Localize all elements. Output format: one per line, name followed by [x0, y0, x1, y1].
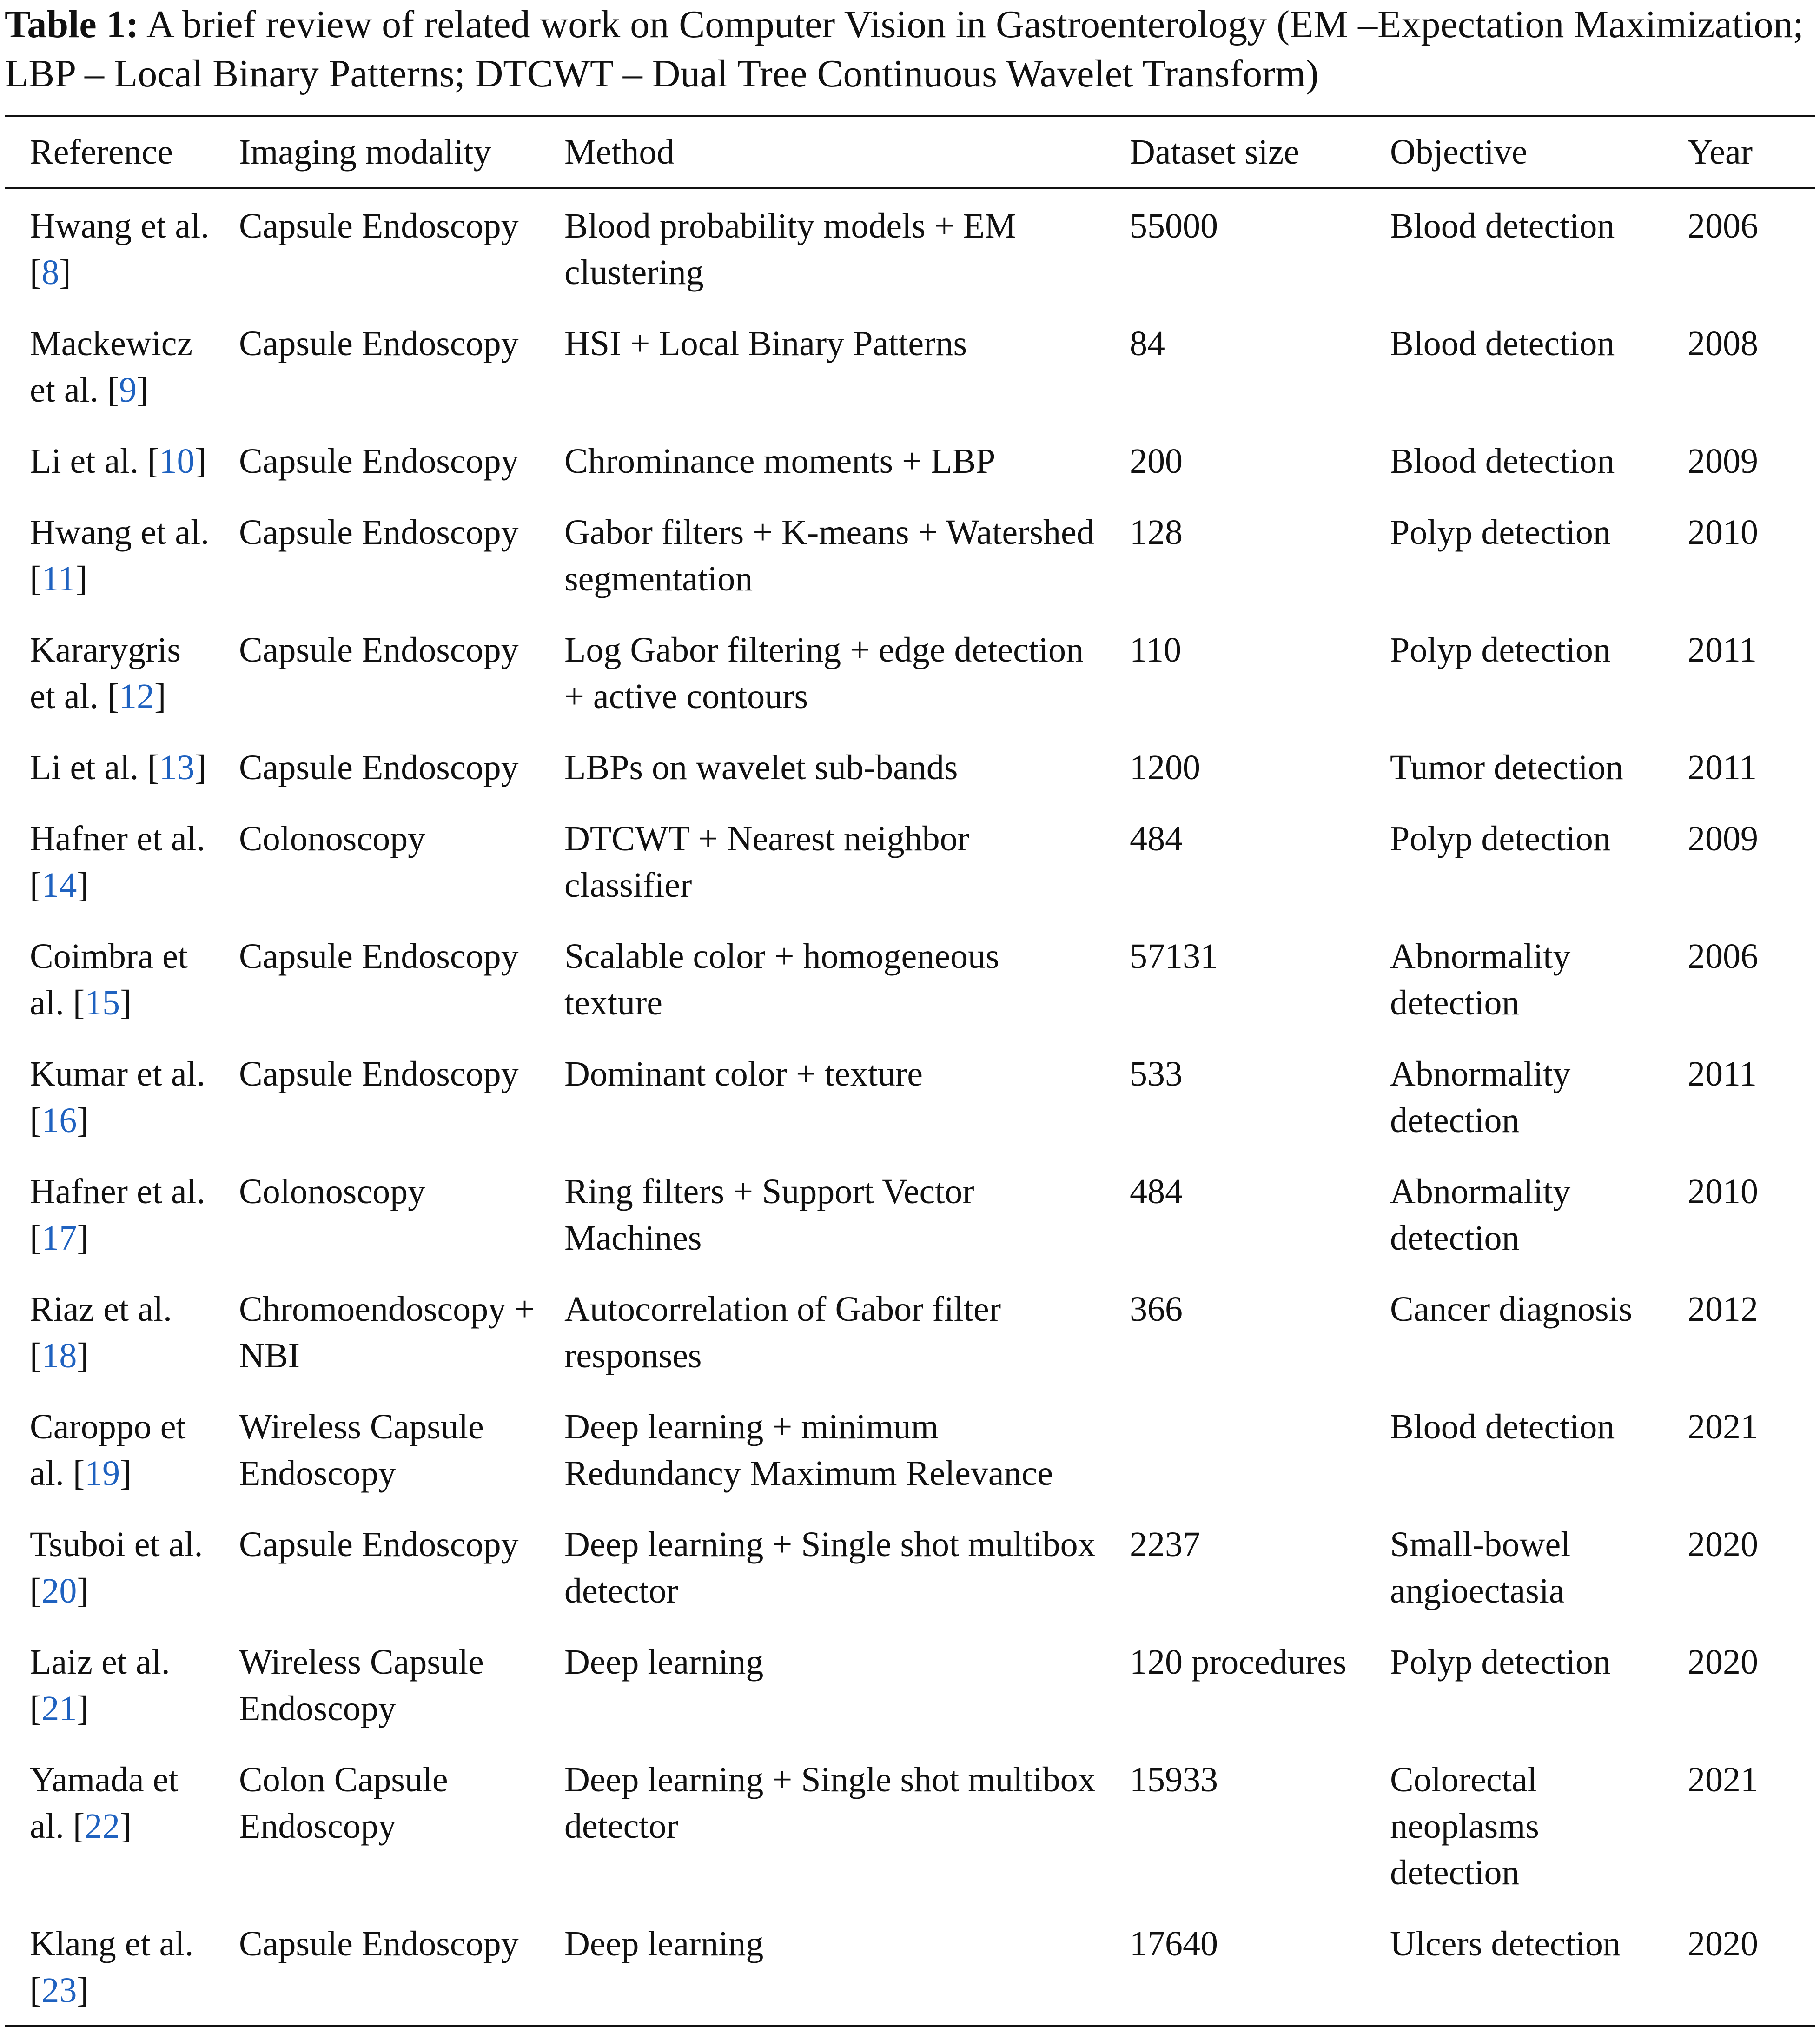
caption-label: Table 1: [5, 3, 139, 46]
reference-authors: Caroppo et al. [30, 1407, 186, 1493]
cell-year: 2011 [1688, 748, 1757, 787]
reference-authors: Hwang et al. [30, 206, 210, 245]
header-imaging-modality: Imaging modality [239, 132, 491, 172]
cell-dataset-size: 484 [1130, 819, 1183, 858]
citation-link[interactable]: 8 [41, 253, 60, 292]
reference-authors: Coimbra et al. [30, 937, 188, 1022]
cell-objective: Polyp detection [1390, 1643, 1611, 1682]
cell-method: Deep learning + minimum Redundancy Maximum Relevance [564, 1407, 1053, 1493]
reference-authors: Yamada et al. [30, 1760, 179, 1846]
cell-reference: Kararygris et al. [12] [30, 630, 181, 716]
cell-imaging-modality: Colonoscopy [239, 1172, 426, 1211]
cell-method: Deep learning + Single shot multibox detector [564, 1525, 1096, 1610]
reference-authors: Klang et al. [30, 1924, 194, 1963]
cell-method: Gabor filters + K-means + Watershed segmentation [564, 513, 1094, 598]
cell-dataset-size: 2237 [1130, 1525, 1200, 1564]
cell-imaging-modality: Wireless Capsule Endoscopy [239, 1407, 484, 1493]
header-year: Year [1688, 132, 1753, 172]
citation-link[interactable]: 17 [41, 1219, 77, 1258]
cell-objective: Ulcers detection [1390, 1924, 1621, 1963]
cell-dataset-size: 484 [1130, 1172, 1183, 1211]
table-caption [5, 0, 1813, 99]
cell-reference: Klang et al. [23] [30, 1924, 194, 2010]
cell-objective: Polyp detection [1390, 630, 1611, 669]
cell-dataset-size: 128 [1130, 513, 1183, 552]
cell-method: Chrominance moments + LBP [564, 442, 996, 481]
cell-year: 2010 [1688, 513, 1758, 552]
table-row [5, 1743, 1815, 1908]
cell-reference: Hwang et al. [8] [30, 206, 210, 292]
cell-objective: Abnormality detection [1390, 1172, 1571, 1258]
table-row [5, 188, 1815, 307]
cell-objective: Abnormality detection [1390, 1054, 1571, 1140]
table-row [5, 307, 1815, 425]
reference-authors: Hafner et al. [30, 819, 205, 858]
cell-reference: Riaz et al. [18] [30, 1290, 172, 1375]
cell-objective: Abnormality detection [1390, 937, 1571, 1022]
cell-imaging-modality: Capsule Endoscopy [239, 324, 519, 363]
cell-reference: Hwang et al. [11] [30, 513, 210, 598]
header-objective: Objective [1390, 132, 1528, 172]
cell-imaging-modality: Capsule Endoscopy [239, 1924, 519, 1963]
cell-year: 2010 [1688, 1172, 1758, 1211]
reference-authors: Li et al. [30, 748, 139, 787]
cell-imaging-modality: Capsule Endoscopy [239, 630, 519, 669]
reference-authors: Mackewicz et al. [30, 324, 193, 410]
citation-link[interactable]: 20 [41, 1571, 77, 1610]
cell-reference: Mackewicz et al. [9] [30, 324, 193, 410]
citation-link[interactable]: 22 [85, 1807, 120, 1846]
cell-objective: Colorectal neoplasms detection [1390, 1760, 1539, 1892]
reference-authors: Hwang et al. [30, 513, 210, 552]
cell-year: 2006 [1688, 937, 1758, 976]
cell-imaging-modality: Chromoendoscopy + NBI [239, 1290, 535, 1375]
header-reference: Reference [30, 132, 173, 172]
cell-year: 2011 [1688, 1054, 1757, 1093]
cell-reference: Yamada et al. [22] [30, 1760, 179, 1846]
cell-reference: Tsuboi et al. [20] [30, 1525, 203, 1610]
cell-imaging-modality: Capsule Endoscopy [239, 1525, 519, 1564]
table-row [5, 614, 1815, 731]
cell-method: Autocorrelation of Gabor filter responses [564, 1290, 1001, 1375]
table-row [5, 1273, 1815, 1391]
table-row [5, 1908, 1815, 2026]
cell-dataset-size: 366 [1130, 1290, 1183, 1329]
cell-reference: Li et al. [10] [30, 442, 206, 481]
cell-reference: Caroppo et al. [19] [30, 1407, 186, 1493]
cell-imaging-modality: Capsule Endoscopy [239, 748, 519, 787]
cell-objective: Small-bowel angioectasia [1390, 1525, 1571, 1610]
cell-dataset-size: 84 [1130, 324, 1165, 363]
cell-method: Scalable color + homogeneous texture [564, 937, 999, 1022]
reference-authors: Riaz et al. [30, 1290, 172, 1329]
cell-year: 2020 [1688, 1924, 1758, 1963]
cell-method: Log Gabor filtering + edge detection + active contours [564, 630, 1084, 716]
cell-method: LBPs on wavelet sub-bands [564, 748, 958, 787]
table-row [5, 920, 1815, 1038]
reference-authors: Li et al. [30, 442, 139, 481]
cell-objective: Blood detection [1390, 324, 1615, 363]
table-body [5, 188, 1815, 2026]
cell-reference: Li et al. [13] [30, 748, 206, 787]
reference-authors: Hafner et al. [30, 1172, 205, 1211]
cell-year: 2020 [1688, 1643, 1758, 1682]
cell-dataset-size: 200 [1130, 442, 1183, 481]
citation-link[interactable]: 15 [85, 983, 120, 1022]
table-row [5, 425, 1815, 496]
cell-imaging-modality: Capsule Endoscopy [239, 442, 519, 481]
citation-link[interactable]: 23 [41, 1971, 77, 2010]
reference-authors: Kumar et al. [30, 1054, 205, 1093]
citation-link[interactable]: 12 [119, 677, 155, 716]
cell-dataset-size [1105, 1391, 1365, 1508]
cell-method: Blood probability models + EM clustering [564, 206, 1016, 292]
cell-method: Dominant color + texture [564, 1054, 923, 1093]
reference-authors: Kararygris et al. [30, 630, 181, 716]
citation-link[interactable]: 14 [41, 866, 77, 905]
cell-reference: Hafner et al. [14] [30, 819, 205, 905]
table-row [5, 731, 1815, 802]
cell-objective: Polyp detection [1390, 819, 1611, 858]
citation-link[interactable]: 21 [41, 1689, 77, 1728]
cell-objective: Cancer diagnosis [1390, 1290, 1633, 1329]
cell-method: Deep learning [564, 1924, 764, 1963]
reference-authors: Laiz et al. [30, 1643, 170, 1682]
cell-year: 2021 [1688, 1760, 1758, 1799]
citation-link[interactable]: 16 [41, 1101, 77, 1140]
cell-year: 2021 [1688, 1407, 1758, 1446]
cell-objective: Blood detection [1390, 1407, 1615, 1446]
citation-link[interactable]: 11 [41, 559, 76, 598]
cell-year: 2011 [1688, 630, 1757, 669]
cell-imaging-modality: Capsule Endoscopy [239, 513, 519, 552]
cell-imaging-modality: Colon Capsule Endoscopy [239, 1760, 448, 1846]
review-table-container [5, 115, 1815, 2027]
cell-objective: Tumor detection [1390, 748, 1623, 787]
header-method: Method [564, 132, 675, 172]
cell-year: 2008 [1688, 324, 1758, 363]
cell-method: DTCWT + Nearest neighbor classifier [564, 819, 969, 905]
table-row [5, 1038, 1815, 1155]
cell-reference: Coimbra et al. [15] [30, 937, 188, 1022]
cell-imaging-modality: Capsule Endoscopy [239, 937, 519, 976]
cell-year: 2009 [1688, 442, 1758, 481]
cell-dataset-size: 15933 [1130, 1760, 1218, 1799]
citation-link[interactable]: 18 [41, 1336, 77, 1375]
citation-link[interactable]: 13 [159, 748, 195, 787]
cell-method: Ring filters + Support Vector Machines [564, 1172, 974, 1258]
cell-reference: Kumar et al. [16] [30, 1054, 205, 1140]
reference-authors: Tsuboi et al. [30, 1525, 203, 1564]
table-row [5, 1155, 1815, 1273]
cell-imaging-modality: Colonoscopy [239, 819, 426, 858]
table-row [5, 1626, 1815, 1743]
citation-link[interactable]: 10 [159, 442, 195, 481]
table-row [5, 1508, 1815, 1626]
cell-method: HSI + Local Binary Patterns [564, 324, 967, 363]
cell-objective: Blood detection [1390, 442, 1615, 481]
citation-link[interactable]: 19 [85, 1454, 120, 1493]
cell-year: 2012 [1688, 1290, 1758, 1329]
cell-dataset-size: 17640 [1130, 1924, 1218, 1963]
cell-imaging-modality: Capsule Endoscopy [239, 1054, 519, 1093]
table-header [5, 116, 1815, 188]
cell-dataset-size: 110 [1130, 630, 1182, 669]
cell-year: 2006 [1688, 206, 1758, 245]
cell-dataset-size: 1200 [1130, 748, 1200, 787]
citation-link[interactable]: 9 [119, 371, 137, 410]
cell-dataset-size: 57131 [1130, 937, 1218, 976]
cell-method: Deep learning + Single shot multibox detector [564, 1760, 1096, 1846]
cell-imaging-modality: Capsule Endoscopy [239, 206, 519, 245]
cell-method: Deep learning [564, 1643, 764, 1682]
header-dataset-size: Dataset size [1130, 132, 1300, 172]
cell-dataset-size: 55000 [1130, 206, 1218, 245]
table-row [5, 496, 1815, 614]
review-table [5, 115, 1815, 2027]
cell-year: 2009 [1688, 819, 1758, 858]
cell-year: 2020 [1688, 1525, 1758, 1564]
caption-text: A brief review of related work on Computer Vision in Gastroenterology (EM –Expectation Maximization; LBP – Local Binary Patterns; DTCWT – Dual Tree Continuous Wavelet Transform) [5, 3, 1804, 95]
cell-dataset-size: 120 procedures [1130, 1643, 1347, 1682]
header-row [5, 116, 1815, 188]
cell-objective: Blood detection [1390, 206, 1615, 245]
cell-reference: Laiz et al. [21] [30, 1643, 170, 1728]
cell-objective: Polyp detection [1390, 513, 1611, 552]
cell-dataset-size: 533 [1130, 1054, 1183, 1093]
table-row [5, 802, 1815, 920]
cell-reference: Hafner et al. [17] [30, 1172, 205, 1258]
table-row [5, 1391, 1815, 1508]
cell-imaging-modality: Wireless Capsule Endoscopy [239, 1643, 484, 1728]
